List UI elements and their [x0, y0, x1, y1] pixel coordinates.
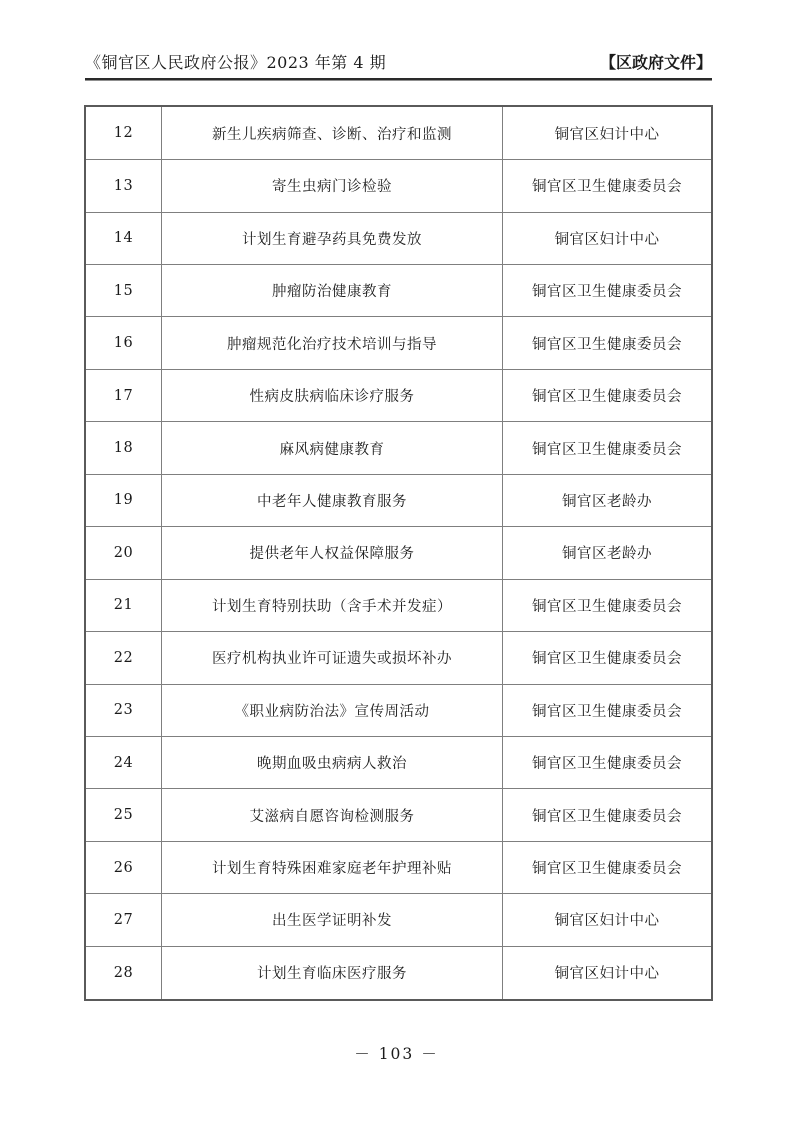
department-cell: 铜官区卫生健康委员会 — [503, 317, 713, 369]
department-cell: 铜官区卫生健康委员会 — [503, 632, 713, 684]
table-row — [85, 736, 712, 788]
table-row — [85, 579, 712, 631]
table-row — [85, 632, 712, 684]
department-cell: 铜官区妇计中心 — [503, 946, 713, 1000]
row-number-cell: 20 — [85, 527, 162, 579]
services-table — [84, 105, 713, 1001]
service-name-cell: 肿瘤防治健康教育 — [162, 265, 503, 317]
row-number-cell: 17 — [85, 369, 162, 421]
table-row — [85, 789, 712, 841]
row-number-cell: 16 — [85, 317, 162, 369]
header-divider-rule — [85, 78, 712, 81]
service-name-cell: 新生儿疾病筛查、诊断、治疗和监测 — [162, 106, 503, 160]
service-name-cell: 麻风病健康教育 — [162, 422, 503, 474]
service-name-cell: 提供老年人权益保障服务 — [162, 527, 503, 579]
department-cell: 铜官区卫生健康委员会 — [503, 265, 713, 317]
service-name-cell: 性病皮肤病临床诊疗服务 — [162, 369, 503, 421]
row-number-cell: 25 — [85, 789, 162, 841]
table-row — [85, 422, 712, 474]
service-name-cell: 计划生育特殊困难家庭老年护理补贴 — [162, 841, 503, 893]
row-number-cell: 19 — [85, 474, 162, 526]
department-cell: 铜官区卫生健康委员会 — [503, 579, 713, 631]
row-number-cell: 14 — [85, 212, 162, 264]
service-name-cell: 计划生育避孕药具免费发放 — [162, 212, 503, 264]
table-row — [85, 894, 712, 946]
department-cell: 铜官区卫生健康委员会 — [503, 369, 713, 421]
row-number-cell: 18 — [85, 422, 162, 474]
section-label: 【区政府文件】 — [599, 53, 712, 72]
service-name-cell: 晚期血吸虫病病人救治 — [162, 736, 503, 788]
row-number-cell: 28 — [85, 946, 162, 1000]
row-number-cell: 24 — [85, 736, 162, 788]
table-row — [85, 369, 712, 421]
service-name-cell: 中老年人健康教育服务 — [162, 474, 503, 526]
row-number-cell: 21 — [85, 579, 162, 631]
services-table-body — [85, 106, 712, 1000]
department-cell: 铜官区卫生健康委员会 — [503, 789, 713, 841]
table-row — [85, 841, 712, 893]
row-number-cell: 12 — [85, 106, 162, 160]
service-name-cell: 寄生虫病门诊检验 — [162, 160, 503, 212]
service-name-cell: 《职业病防治法》宣传周活动 — [162, 684, 503, 736]
service-name-cell: 肿瘤规范化治疗技术培训与指导 — [162, 317, 503, 369]
department-cell: 铜官区老龄办 — [503, 474, 713, 526]
department-cell: 铜官区卫生健康委员会 — [503, 684, 713, 736]
department-cell: 铜官区妇计中心 — [503, 106, 713, 160]
department-cell: 铜官区卫生健康委员会 — [503, 422, 713, 474]
department-cell: 铜官区卫生健康委员会 — [503, 841, 713, 893]
row-number-cell: 26 — [85, 841, 162, 893]
row-number-cell: 15 — [85, 265, 162, 317]
department-cell: 铜官区妇计中心 — [503, 894, 713, 946]
page-number: － 103 － — [354, 1045, 439, 1063]
page-header — [85, 50, 712, 73]
table-row — [85, 946, 712, 1000]
table-row — [85, 474, 712, 526]
table-row — [85, 527, 712, 579]
department-cell: 铜官区妇计中心 — [503, 212, 713, 264]
service-name-cell: 出生医学证明补发 — [162, 894, 503, 946]
table-row — [85, 684, 712, 736]
row-number-cell: 23 — [85, 684, 162, 736]
table-row — [85, 212, 712, 264]
row-number-cell: 27 — [85, 894, 162, 946]
department-cell: 铜官区老龄办 — [503, 527, 713, 579]
service-name-cell: 艾滋病自愿咨询检测服务 — [162, 789, 503, 841]
service-name-cell: 医疗机构执业许可证遗失或损坏补办 — [162, 632, 503, 684]
table-row — [85, 317, 712, 369]
row-number-cell: 22 — [85, 632, 162, 684]
table-row — [85, 160, 712, 212]
department-cell: 铜官区卫生健康委员会 — [503, 160, 713, 212]
row-number-cell: 13 — [85, 160, 162, 212]
table-row — [85, 265, 712, 317]
department-cell: 铜官区卫生健康委员会 — [503, 736, 713, 788]
service-name-cell: 计划生育特别扶助（含手术并发症） — [162, 579, 503, 631]
table-row — [85, 106, 712, 160]
service-name-cell: 计划生育临床医疗服务 — [162, 946, 503, 1000]
gazette-title: 《铜官区人民政府公报》2023 年第 4 期 — [85, 53, 387, 72]
